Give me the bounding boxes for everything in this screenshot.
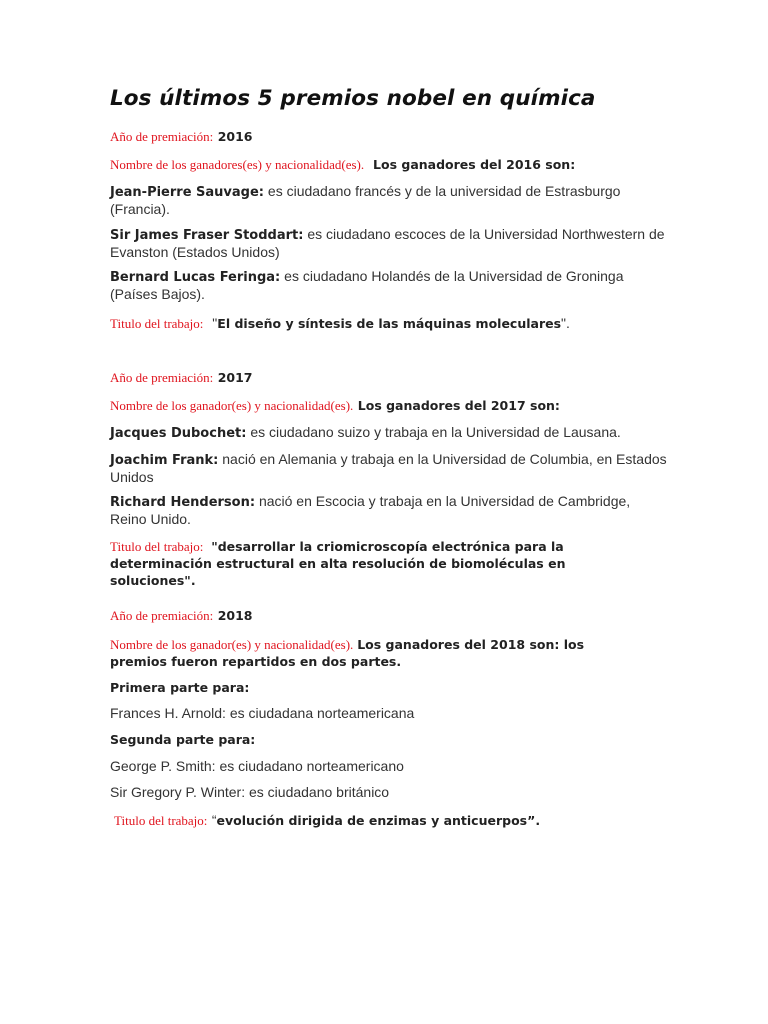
laureate-name: Jacques Dubochet:: [110, 426, 247, 441]
laureate-entry: [110, 424, 670, 442]
laureate-name: Sir James Fraser Stoddart:: [110, 228, 304, 243]
work-label: Titulo del trabajo:: [110, 316, 204, 331]
laureate-description: es ciudadano Holandés de la Universidad de Groninga (Países Bajos).: [110, 268, 624, 302]
work-title: evolución dirigida de enzimas y anticuerpos: [216, 813, 528, 828]
award-year-2016: [110, 129, 253, 145]
page-title: Los últimos 5 premios nobel en química: [110, 86, 596, 111]
second-part-label: Segunda parte para:: [110, 732, 256, 747]
award-year-2018: [110, 608, 253, 624]
work-title: "desarrollar la criomicroscopía electrónica para la determinación estructural en alta resolución de biomoléculas en soluciones".: [110, 539, 566, 588]
work-quote-open: ": [212, 315, 218, 331]
first-part-label: Primera parte para:: [110, 680, 250, 695]
work-label: Titulo del trabajo:: [110, 539, 204, 554]
laureate-description: es ciudadano francés y de la universidad de Estrasburgo (Francia).: [110, 183, 621, 217]
work-label: Titulo del trabajo:: [114, 813, 208, 828]
laureate-description: nació en Escocia y trabaja en la Universidad de Cambridge, Reino Unido.: [110, 493, 631, 527]
first-part-heading: [110, 680, 249, 696]
work-title: El diseño y síntesis de las máquinas moleculares: [217, 316, 562, 331]
laureate-entry: [110, 493, 670, 527]
winner-text: George P. Smith: es ciudadano norteamericano: [110, 758, 404, 774]
laureate-name: Richard Henderson:: [110, 495, 256, 510]
work-quote-close: ".: [561, 315, 570, 331]
laureate-entry: [110, 451, 670, 485]
year-value: 2016: [217, 129, 253, 144]
laureate-description: nació en Alemania y trabaja en la Universidad de Columbia, en Estados Unidos: [110, 451, 667, 485]
laureate-entry: [110, 268, 670, 302]
winners-intro: Los ganadores del 2018 son: los premios fueron repartidos en dos partes.: [110, 637, 585, 669]
laureate-name: Bernard Lucas Feringa:: [110, 270, 281, 285]
laureate-description: es ciudadano suizo y trabaja en la Universidad de Lausana.: [246, 424, 621, 440]
work-title-2018: [114, 812, 540, 829]
year-label: Año de premiación:: [110, 129, 214, 144]
winners-label: Nombre de los ganadores(es) y nacionalidad(es).: [110, 157, 365, 172]
winners-heading-2017: [110, 398, 560, 414]
laureate-description: es ciudadano escoces de la Universidad Northwestern de Evanston (Estados Unidos): [110, 226, 665, 260]
year-value: 2018: [217, 608, 253, 623]
award-year-2017: [110, 370, 253, 386]
laureate-name: Joachim Frank:: [110, 453, 219, 468]
first-part-winner: [110, 705, 414, 722]
winner-text: Frances H. Arnold: es ciudadana norteamericana: [110, 705, 415, 721]
second-part-winner: [110, 758, 404, 775]
second-part-heading: [110, 732, 255, 748]
year-label: Año de premiación:: [110, 370, 214, 385]
work-quote-open: “: [211, 812, 217, 828]
work-title-2017: [110, 538, 650, 589]
winners-intro: Los ganadores del 2016 son:: [373, 157, 576, 172]
winner-text: Sir Gregory P. Winter: es ciudadano británico: [110, 784, 390, 800]
year-label: Año de premiación:: [110, 608, 214, 623]
laureate-entry: [110, 226, 670, 260]
winners-label: Nombre de los ganador(es) y nacionalidad(es).: [110, 398, 354, 413]
work-quote-close: ”.: [527, 813, 541, 828]
winners-label: Nombre de los ganador(es) y nacionalidad(es).: [110, 637, 354, 652]
winners-intro: Los ganadores del 2017 son:: [357, 398, 560, 413]
year-value: 2017: [217, 370, 253, 385]
laureate-entry: [110, 183, 670, 217]
winners-heading-2016: [110, 157, 575, 173]
second-part-winner: [110, 784, 389, 801]
laureate-name: Jean-Pierre Sauvage:: [110, 185, 265, 200]
work-title-2016: [110, 315, 570, 332]
winners-heading-2018: [110, 636, 610, 670]
